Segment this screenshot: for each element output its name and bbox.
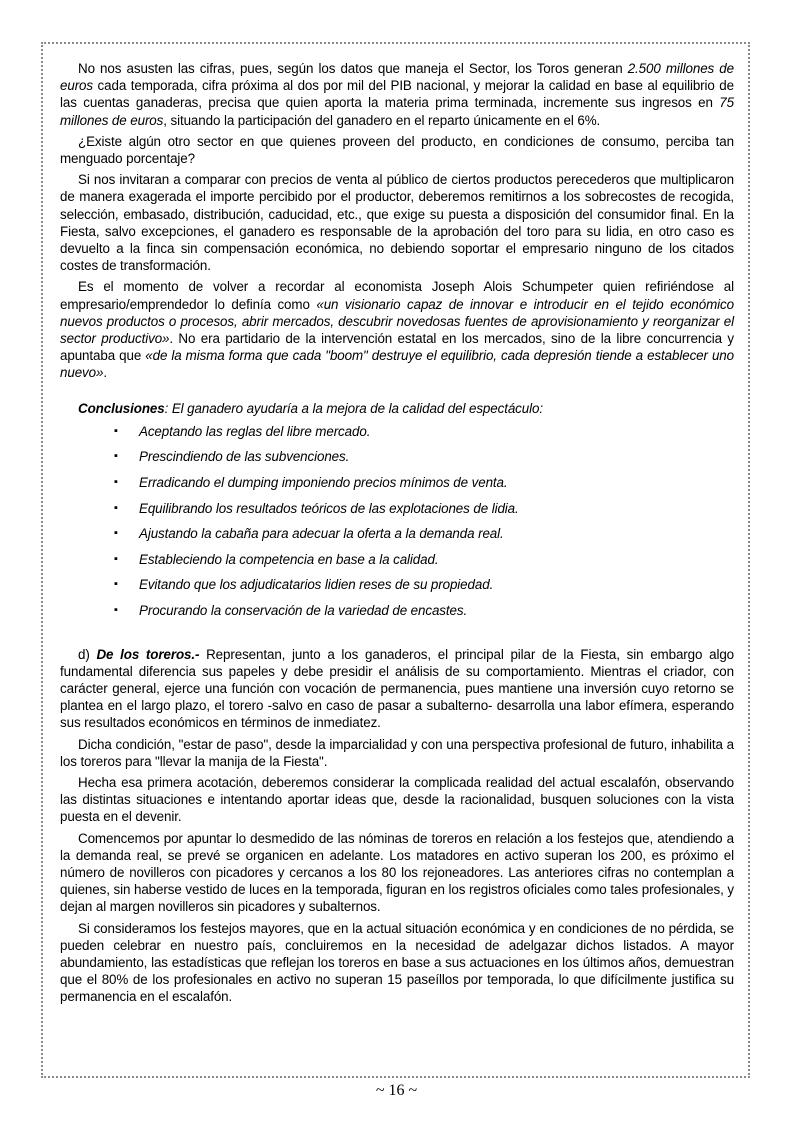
conclusions-text: : El ganadero ayudaría a la mejora de la calidad del espectáculo:	[164, 400, 543, 416]
list-item: ▪ Estableciendo la competencia en base a la calidad.	[60, 551, 734, 577]
list-item: ▪ Equilibrando los resultados teóricos de las explotaciones de lidia.	[60, 500, 734, 526]
conclusions-intro	[78, 400, 734, 417]
text: , situando la participación del ganadero en el reparto únicamente en el 6%.	[163, 112, 601, 128]
section-prefix: d)	[78, 646, 97, 662]
paragraph-comparison: Si nos invitaran a comparar con precios de venta al público de ciertos productos perecederos que multiplicaron de manera exagerada el importe percibido por el productor, deberemos remitirnos a los sobrecostes de recogida, selección, embasado, distribución, caducidad, etc., que exige su puesta a disposición del consumidor final. En la Fiesta, salvo excepciones, el ganadero es responsable de la aprobación del toro para su lidia, en otro caso es devuelto a la finca sin compensación económica, no debiendo soportar el empresario ninguno de los citados costes de transformación.	[60, 172, 734, 274]
text: Es el momento de volver a recordar al economista Joseph Alois Schumpeter quien refiriéndose al empresario/emprendedor lo definía como	[60, 279, 734, 312]
document-body	[60, 60, 734, 1010]
text: .	[103, 365, 107, 381]
emphasis-amount: 2.500 millones de euros	[60, 61, 734, 94]
section-heading: De los toreros.-	[96, 646, 200, 662]
list-item: ▪ Erradicando el dumping imponiendo precios mínimos de venta.	[60, 474, 734, 500]
list-item: ▪ Ajustando la cabaña para adecuar la oferta a la demanda real.	[60, 525, 734, 551]
conclusions-label: Conclusiones	[78, 400, 165, 416]
paragraph-cifras	[60, 60, 734, 129]
text: . No era partidario de la intervención estatal en los mercados, sino de la libre concurrencia y apuntaba que	[60, 331, 734, 364]
paragraph-nominas: Comencemos por apuntar lo desmedido de las nóminas de toreros en relación a los festejos que, atendiendo a la demanda real, se prevé se organicen en adelante. Los matadores en activo superan los 200, es próximo el número de novilleros con picadores y cercanos a los 80 los rejoneadores. Las anteriores cifras no contemplan a quienes, sin haberse vestido de luces en la temporada, figuran en los registros oficiales como tales profesionales, y dejan al margen novilleros sin picadores y subalternos.	[60, 830, 734, 915]
paragraph-toreros	[60, 646, 734, 732]
paragraph-schumpeter	[60, 278, 734, 381]
paragraph-acotacion: Hecha esa primera acotación, deberemos considerar la complicada realidad del actual escalafón, observando las distintas situaciones e intentando aportar ideas que, desde la racionalidad, busquen soluciones con la vista puesta en el devenir.	[60, 775, 734, 825]
quote: «de la misma forma que cada "boom" destruye el equilibrio, cada depresión tiende a establecer uno nuevo»	[60, 348, 734, 381]
text: Representan, junto a los ganaderos, el principal pilar de la Fiesta, sin embargo algo fundamental diferencia sus papeles y debe presidir el análisis de su comportamiento. Mientras el criador, con carácter general, ejerce una función con vocación de permanencia, pues mantiene una inversión cuyo retorno se plantea en el largo plazo, el torero -salvo en caso de pasar a subalterno- desarrolla una labor efímera, esperando sus resultados económicos en términos de inmediatez.	[60, 646, 735, 731]
paragraph-question: ¿Existe algún otro sector en que quienes proveen del producto, en condiciones de consumo, perciba tan menguado porcentaje?	[60, 133, 734, 167]
list-item: ▪ Procurando la conservación de la variedad de encastes.	[60, 602, 734, 628]
paragraph-festejos: Si consideramos los festejos mayores, que en la actual situación económica y en condiciones de no pérdida, se pueden celebrar en nuestro país, concluiremos en la necesidad de adelgazar dichos listados. A mayor abundamiento, las estadísticas que reflejan los toreros en base a sus actuaciones en los últimos años, demuestran que el 80% de los profesionales en activo no superan 15 paseíllos por temporada, lo que difícilmente justifica su permanencia en el escalafón.	[60, 920, 734, 1005]
text: No nos asusten las cifras, pues, según los datos que maneja el Sector, los Toros generan	[78, 61, 628, 76]
conclusions-list	[60, 423, 734, 628]
list-item: ▪ Evitando que los adjudicatarios lidien reses de su propiedad.	[60, 576, 734, 602]
list-item: ▪ Aceptando las reglas del libre mercado.	[60, 423, 734, 449]
paragraph-estar-de-paso: Dicha condición, "estar de paso", desde la imparcialidad y con una perspectiva profesional de futuro, inhabilita a los toreros para "llevar la manija de la Fiesta".	[60, 736, 734, 769]
quote: «un visionario capaz de innovar e introducir en el tejido económico nuevos productos o procesos, abrir mercados, descubrir novedosas fuentes de aprovisionamiento y reorganizar el sector productivo»	[60, 296, 734, 347]
emphasis-amount: 75 millones de euros	[60, 95, 734, 128]
page-number: ~ 16 ~	[375, 1082, 418, 1099]
text: cada temporada, cifra próxima al dos por mil del PIB nacional, y mejorar la calidad en base al equilibrio de las cuentas ganaderas, precisa que quien aporta la materia prima terminada, incremente sus ingresos en	[60, 78, 734, 111]
list-item: ▪ Prescindiendo de las subvenciones.	[60, 448, 734, 474]
